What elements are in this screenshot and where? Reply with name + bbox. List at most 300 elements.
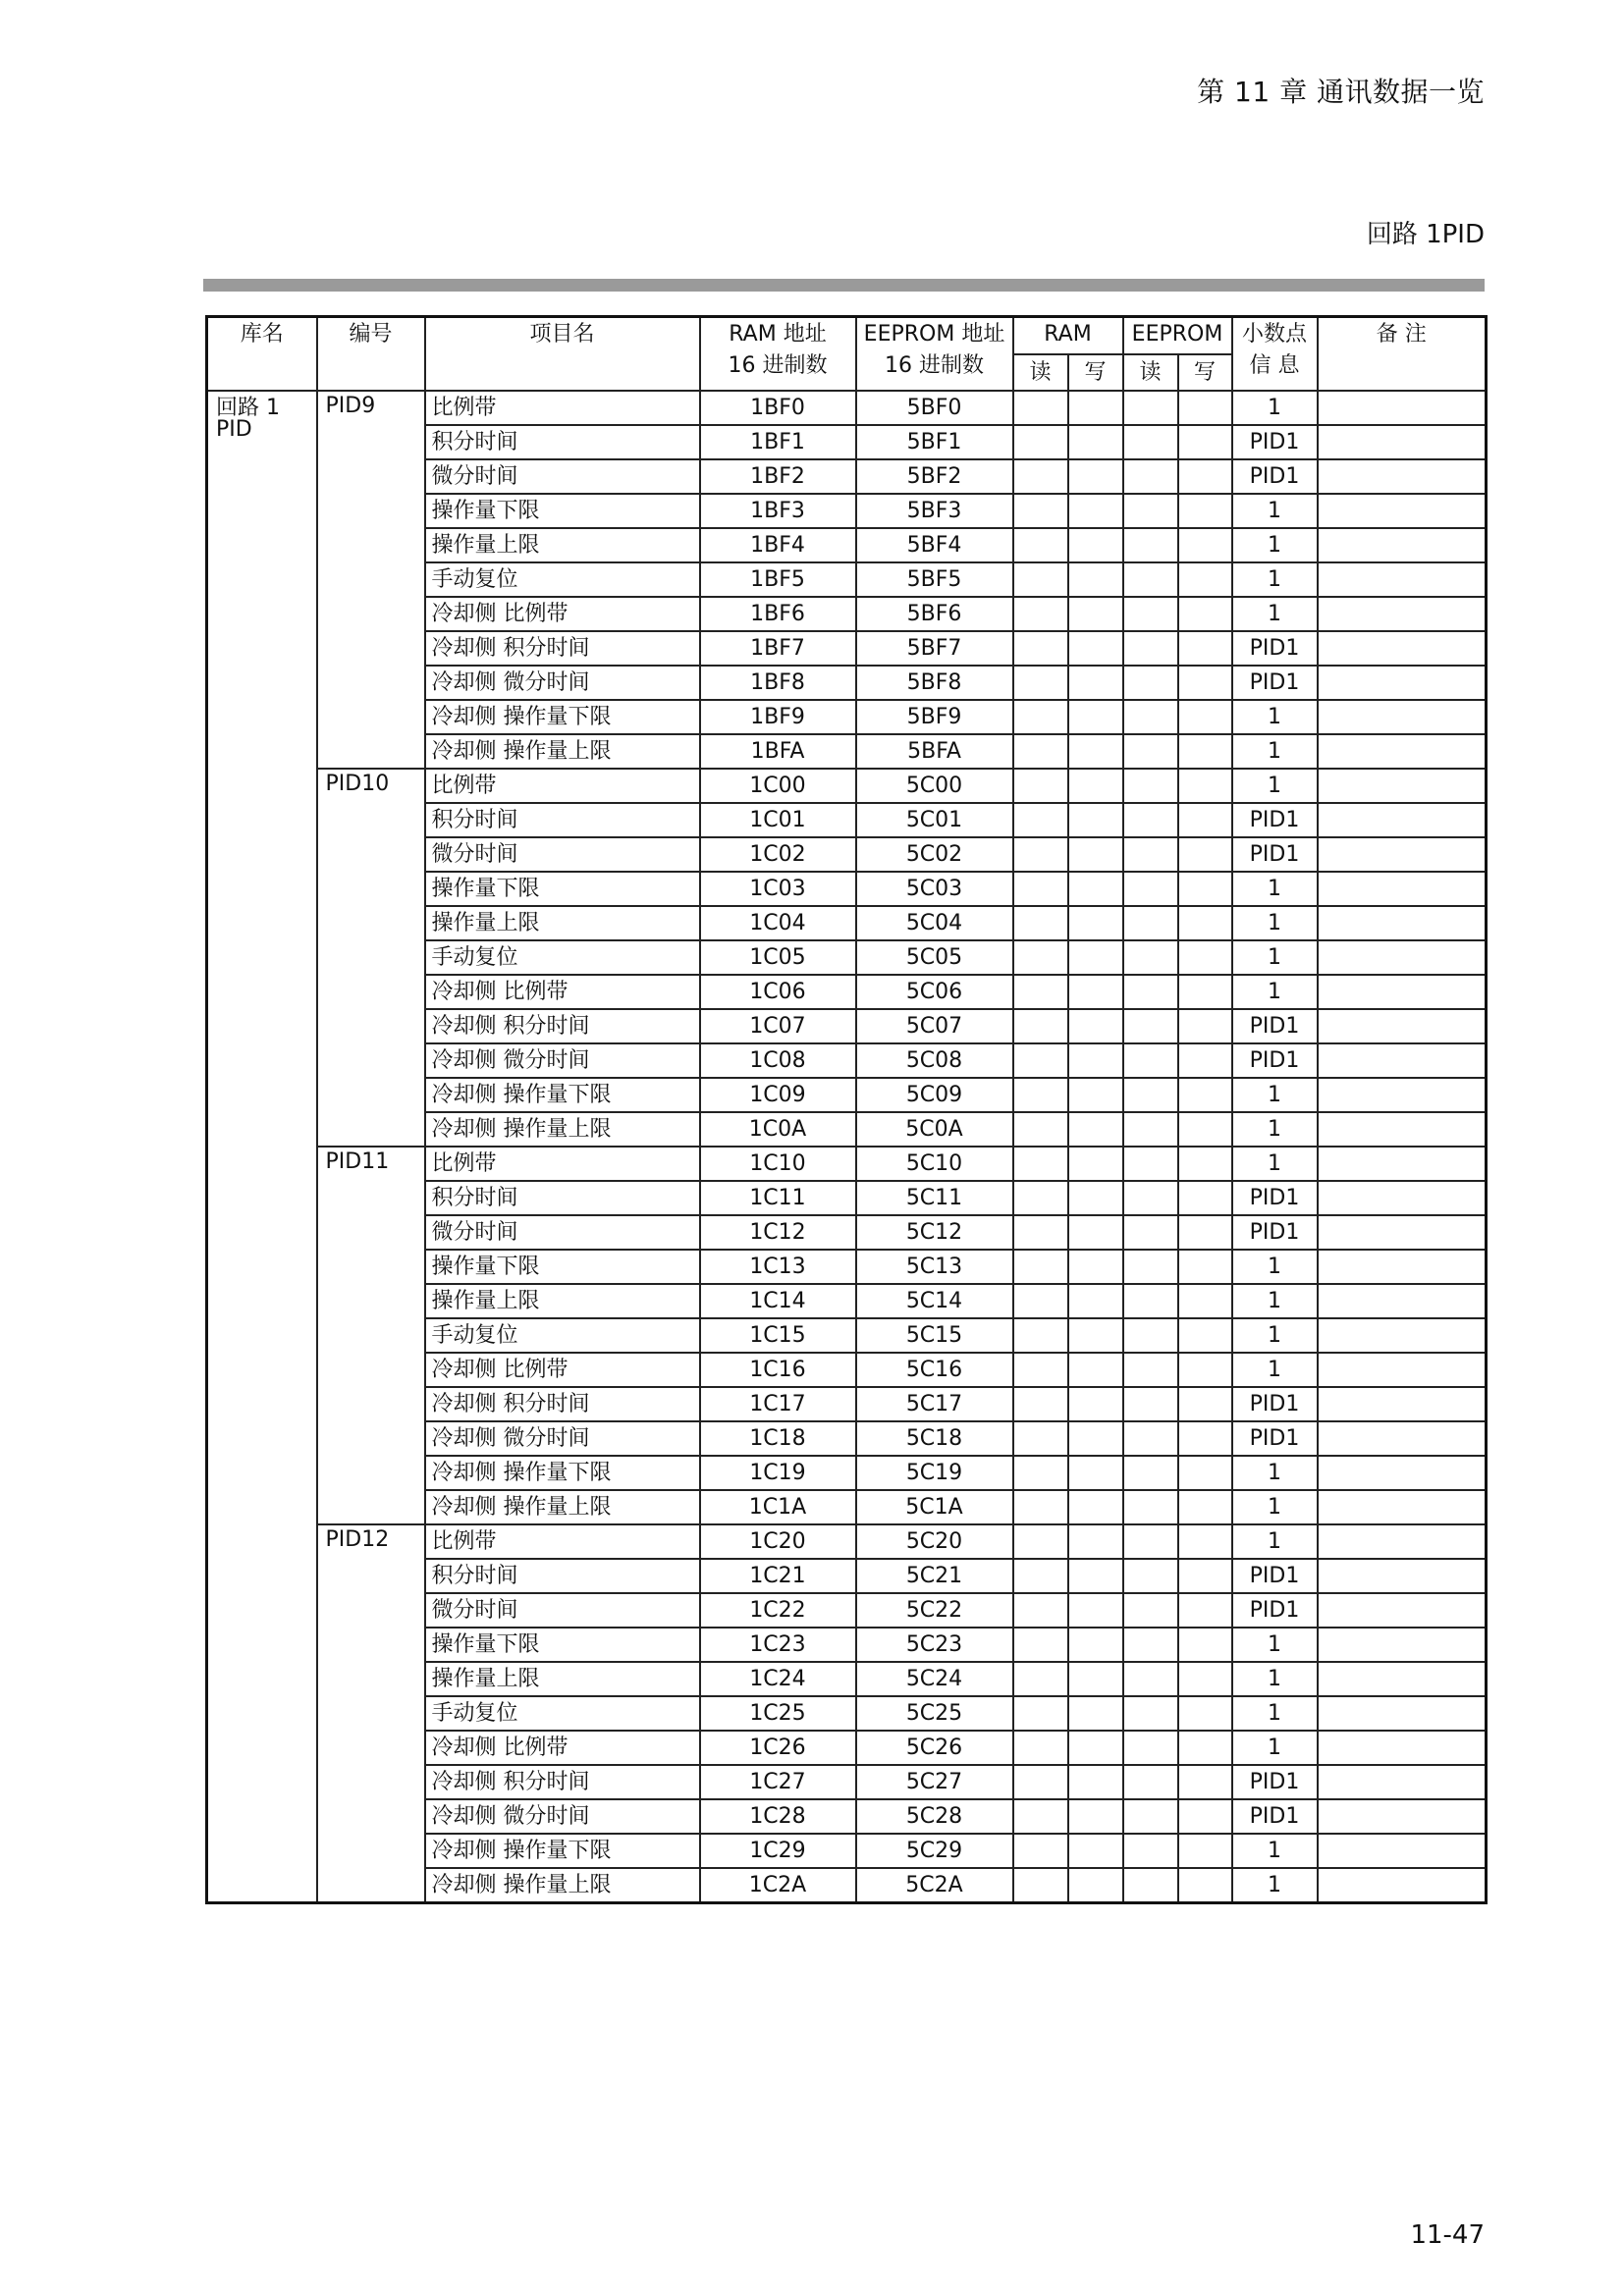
remark-cell <box>1318 1078 1487 1112</box>
eeprom-address-cell: 5C23 <box>856 1628 1013 1662</box>
ram-address-cell: 1C16 <box>700 1353 856 1387</box>
ram-write-cell <box>1068 562 1123 597</box>
ram-read-cell <box>1013 1147 1068 1181</box>
eeprom-write-cell <box>1178 803 1232 837</box>
page-number: 11-47 <box>1410 2220 1485 2250</box>
remark-cell <box>1318 459 1487 494</box>
eeprom-address-cell: 5C07 <box>856 1009 1013 1043</box>
ram-address-cell: 1C19 <box>700 1456 856 1490</box>
ram-write-cell <box>1068 1765 1123 1799</box>
eeprom-address-cell: 5C29 <box>856 1834 1013 1868</box>
decimal-info-cell: 1 <box>1232 769 1318 803</box>
library-name-line1: 回路 1 <box>216 396 280 420</box>
item-name-cell: 操作量下限 <box>425 494 700 528</box>
col-header-item-name: 项目名 <box>425 317 700 392</box>
eeprom-write-cell <box>1178 528 1232 562</box>
eeprom-address-cell: 5C12 <box>856 1215 1013 1250</box>
ram-address-cell: 1C27 <box>700 1765 856 1799</box>
ram-write-cell <box>1068 940 1123 975</box>
ram-write-cell <box>1068 1799 1123 1834</box>
decimal-info-cell: 1 <box>1232 1731 1318 1765</box>
remark-cell <box>1318 1318 1487 1353</box>
ram-write-cell <box>1068 872 1123 906</box>
eeprom-write-cell <box>1178 1387 1232 1421</box>
remark-cell <box>1318 1250 1487 1284</box>
eeprom-read-cell <box>1123 1628 1178 1662</box>
eeprom-write-cell <box>1178 391 1232 425</box>
eeprom-address-cell: 5C2A <box>856 1868 1013 1903</box>
ram-address-cell: 1BF5 <box>700 562 856 597</box>
ram-write-cell <box>1068 837 1123 872</box>
eeprom-read-cell <box>1123 700 1178 734</box>
item-name-cell: 冷却侧 积分时间 <box>425 1387 700 1421</box>
eeprom-address-cell: 5C14 <box>856 1284 1013 1318</box>
eeprom-read-cell <box>1123 906 1178 940</box>
eeprom-read-cell <box>1123 459 1178 494</box>
item-name-cell: 操作量下限 <box>425 1628 700 1662</box>
decimal-info-cell: 1 <box>1232 1078 1318 1112</box>
eeprom-write-cell <box>1178 1868 1232 1903</box>
decimal-info-cell: PID1 <box>1232 1559 1318 1593</box>
item-name-cell: 微分时间 <box>425 1215 700 1250</box>
eeprom-read-cell <box>1123 1318 1178 1353</box>
ram-address-cell: 1C11 <box>700 1181 856 1215</box>
decimal-info-cell: 1 <box>1232 1112 1318 1147</box>
group-number-cell: PID12 <box>317 1524 425 1903</box>
eeprom-address-cell: 5C18 <box>856 1421 1013 1456</box>
item-name-cell: 冷却侧 操作量下限 <box>425 1834 700 1868</box>
remark-cell <box>1318 975 1487 1009</box>
decimal-info-cell: 1 <box>1232 906 1318 940</box>
ram-read-cell <box>1013 597 1068 631</box>
ram-address-cell: 1C03 <box>700 872 856 906</box>
decimal-info-cell: PID1 <box>1232 1765 1318 1799</box>
group-number-cell: PID10 <box>317 769 425 1147</box>
eeprom-address-cell: 5C03 <box>856 872 1013 906</box>
decimal-info-cell: 1 <box>1232 562 1318 597</box>
remark-cell <box>1318 528 1487 562</box>
remark-cell <box>1318 1284 1487 1318</box>
item-name-cell: 冷却侧 微分时间 <box>425 1421 700 1456</box>
remark-cell <box>1318 666 1487 700</box>
ram-address-cell: 1C23 <box>700 1628 856 1662</box>
group-number-cell: PID9 <box>317 391 425 769</box>
library-name-line2: PID <box>216 417 252 442</box>
eeprom-address-cell: 5C1A <box>856 1490 1013 1524</box>
item-name-cell: 操作量下限 <box>425 872 700 906</box>
remark-cell <box>1318 1215 1487 1250</box>
item-name-cell: 微分时间 <box>425 1593 700 1628</box>
item-name-cell: 冷却侧 微分时间 <box>425 666 700 700</box>
ram-read-cell <box>1013 1456 1068 1490</box>
ram-address-cell: 1C13 <box>700 1250 856 1284</box>
eeprom-write-cell <box>1178 700 1232 734</box>
ram-write-cell <box>1068 1421 1123 1456</box>
eeprom-write-cell <box>1178 1731 1232 1765</box>
ram-write-cell <box>1068 1731 1123 1765</box>
eeprom-address-cell: 5C19 <box>856 1456 1013 1490</box>
remark-cell <box>1318 1524 1487 1559</box>
eeprom-address-cell: 5C0A <box>856 1112 1013 1147</box>
eeprom-address-cell: 5C08 <box>856 1043 1013 1078</box>
ram-read-cell <box>1013 459 1068 494</box>
eeprom-read-cell <box>1123 1868 1178 1903</box>
decimal-info-cell: 1 <box>1232 1456 1318 1490</box>
eeprom-address-cell: 5C06 <box>856 975 1013 1009</box>
eeprom-read-cell <box>1123 1250 1178 1284</box>
eeprom-read-cell <box>1123 734 1178 769</box>
eeprom-read-cell <box>1123 1593 1178 1628</box>
remark-cell <box>1318 1456 1487 1490</box>
remark-cell <box>1318 1834 1487 1868</box>
ram-read-cell <box>1013 700 1068 734</box>
col-header-ram-read: 读 <box>1013 354 1068 391</box>
ram-address-cell: 1C09 <box>700 1078 856 1112</box>
ram-write-cell <box>1068 1318 1123 1353</box>
remark-cell <box>1318 425 1487 459</box>
decimal-info-cell: PID1 <box>1232 666 1318 700</box>
ram-read-cell <box>1013 1215 1068 1250</box>
remark-cell <box>1318 1731 1487 1765</box>
table-row <box>207 1147 1487 1181</box>
ram-read-cell <box>1013 1078 1068 1112</box>
ram-write-cell <box>1068 975 1123 1009</box>
remark-cell <box>1318 872 1487 906</box>
decimal-info-cell: 1 <box>1232 1524 1318 1559</box>
ram-read-cell <box>1013 1043 1068 1078</box>
section-title: 回路 1PID <box>1366 220 1485 249</box>
ram-write-cell <box>1068 1353 1123 1387</box>
decimal-info-cell: 1 <box>1232 975 1318 1009</box>
eeprom-read-cell <box>1123 1834 1178 1868</box>
eeprom-write-cell <box>1178 975 1232 1009</box>
ram-address-cell: 1C01 <box>700 803 856 837</box>
decimal-info-cell: 1 <box>1232 940 1318 975</box>
ram-read-cell <box>1013 494 1068 528</box>
eeprom-write-cell <box>1178 1009 1232 1043</box>
remark-cell <box>1318 940 1487 975</box>
decimal-info-cell: PID1 <box>1232 1421 1318 1456</box>
eeprom-write-cell <box>1178 1421 1232 1456</box>
ram-write-cell <box>1068 391 1123 425</box>
decimal-info-cell: 1 <box>1232 1490 1318 1524</box>
item-name-cell: 冷却侧 微分时间 <box>425 1799 700 1834</box>
decimal-info-cell: PID1 <box>1232 1593 1318 1628</box>
table-body <box>207 391 1487 1903</box>
ram-write-cell <box>1068 1456 1123 1490</box>
eeprom-write-cell <box>1178 1181 1232 1215</box>
decimal-info-cell: PID1 <box>1232 1181 1318 1215</box>
remark-cell <box>1318 597 1487 631</box>
eeprom-read-cell <box>1123 975 1178 1009</box>
ram-write-cell <box>1068 1559 1123 1593</box>
eeprom-address-cell: 5C26 <box>856 1731 1013 1765</box>
eeprom-write-cell <box>1178 906 1232 940</box>
eeprom-write-cell <box>1178 1147 1232 1181</box>
ram-read-cell <box>1013 1628 1068 1662</box>
col-header-eeprom-address: EEPROM 地址 16 进制数 <box>856 317 1013 392</box>
item-name-cell: 冷却侧 操作量上限 <box>425 734 700 769</box>
ram-address-cell: 1C1A <box>700 1490 856 1524</box>
eeprom-read-cell <box>1123 1009 1178 1043</box>
col-header-eeprom: EEPROM <box>1123 317 1232 355</box>
remark-cell <box>1318 631 1487 666</box>
eeprom-write-cell <box>1178 837 1232 872</box>
remark-cell <box>1318 1765 1487 1799</box>
ram-address-cell: 1BF0 <box>700 391 856 425</box>
item-name-cell: 冷却侧 微分时间 <box>425 1043 700 1078</box>
eeprom-address-cell: 5C04 <box>856 906 1013 940</box>
ram-read-cell <box>1013 562 1068 597</box>
ram-address-cell: 1BFA <box>700 734 856 769</box>
ram-write-cell <box>1068 528 1123 562</box>
eeprom-read-cell <box>1123 837 1178 872</box>
eeprom-address-cell: 5C24 <box>856 1662 1013 1696</box>
item-name-cell: 操作量下限 <box>425 1250 700 1284</box>
ram-read-cell <box>1013 1250 1068 1284</box>
ram-address-cell: 1C29 <box>700 1834 856 1868</box>
ram-read-cell <box>1013 1559 1068 1593</box>
col-header-number: 编号 <box>317 317 425 392</box>
eeprom-read-cell <box>1123 1181 1178 1215</box>
item-name-cell: 手动复位 <box>425 1696 700 1731</box>
item-name-cell: 冷却侧 操作量上限 <box>425 1112 700 1147</box>
item-name-cell: 冷却侧 比例带 <box>425 1353 700 1387</box>
decimal-info-cell: PID1 <box>1232 425 1318 459</box>
col-header-eeprom-write: 写 <box>1178 354 1232 391</box>
remark-cell <box>1318 494 1487 528</box>
eeprom-read-cell <box>1123 562 1178 597</box>
eeprom-read-cell <box>1123 1490 1178 1524</box>
ram-read-cell <box>1013 1181 1068 1215</box>
decimal-info-cell: PID1 <box>1232 837 1318 872</box>
item-name-cell: 冷却侧 比例带 <box>425 975 700 1009</box>
eeprom-address-cell: 5C10 <box>856 1147 1013 1181</box>
eeprom-write-cell <box>1178 597 1232 631</box>
ram-write-cell <box>1068 425 1123 459</box>
eeprom-address-cell: 5BF0 <box>856 391 1013 425</box>
remark-cell <box>1318 803 1487 837</box>
ram-address-cell: 1C26 <box>700 1731 856 1765</box>
eeprom-address-cell: 5C25 <box>856 1696 1013 1731</box>
eeprom-write-cell <box>1178 1559 1232 1593</box>
col-header-decimal-info: 小数点 信 息 <box>1232 317 1318 392</box>
eeprom-write-cell <box>1178 940 1232 975</box>
ram-write-cell <box>1068 597 1123 631</box>
ram-read-cell <box>1013 1387 1068 1421</box>
item-name-cell: 冷却侧 比例带 <box>425 1731 700 1765</box>
ram-write-cell <box>1068 1181 1123 1215</box>
ram-read-cell <box>1013 1490 1068 1524</box>
ram-address-cell: 1C04 <box>700 906 856 940</box>
header-divider-bar <box>203 279 1485 292</box>
decimal-info-cell: 1 <box>1232 1284 1318 1318</box>
ram-read-cell <box>1013 975 1068 1009</box>
eeprom-address-cell: 5C05 <box>856 940 1013 975</box>
decimal-info-cell: 1 <box>1232 1318 1318 1353</box>
eeprom-address-cell: 5C13 <box>856 1250 1013 1284</box>
ram-address-cell: 1C12 <box>700 1215 856 1250</box>
ram-write-cell <box>1068 1593 1123 1628</box>
ram-read-cell <box>1013 769 1068 803</box>
eeprom-write-cell <box>1178 1215 1232 1250</box>
eeprom-read-cell <box>1123 872 1178 906</box>
item-name-cell: 操作量上限 <box>425 906 700 940</box>
eeprom-read-cell <box>1123 666 1178 700</box>
group-number-cell: PID11 <box>317 1147 425 1524</box>
remark-cell <box>1318 1868 1487 1903</box>
ram-read-cell <box>1013 1662 1068 1696</box>
col-header-eeprom-read: 读 <box>1123 354 1178 391</box>
eeprom-address-cell: 5C01 <box>856 803 1013 837</box>
ram-read-cell <box>1013 391 1068 425</box>
ram-read-cell <box>1013 528 1068 562</box>
ram-write-cell <box>1068 1628 1123 1662</box>
item-name-cell: 微分时间 <box>425 459 700 494</box>
remark-cell <box>1318 1628 1487 1662</box>
eeprom-address-cell: 5C09 <box>856 1078 1013 1112</box>
eeprom-read-cell <box>1123 1215 1178 1250</box>
eeprom-address-cell: 5BFA <box>856 734 1013 769</box>
eeprom-write-cell <box>1178 1250 1232 1284</box>
eeprom-read-cell <box>1123 494 1178 528</box>
decimal-info-cell: PID1 <box>1232 459 1318 494</box>
ram-address-cell: 1BF8 <box>700 666 856 700</box>
item-name-cell: 冷却侧 积分时间 <box>425 1765 700 1799</box>
ram-write-cell <box>1068 459 1123 494</box>
eeprom-read-cell <box>1123 1284 1178 1318</box>
eeprom-read-cell <box>1123 1147 1178 1181</box>
ram-read-cell <box>1013 425 1068 459</box>
ram-write-cell <box>1068 906 1123 940</box>
ram-read-cell <box>1013 1009 1068 1043</box>
eeprom-read-cell <box>1123 940 1178 975</box>
ram-address-cell: 1C0A <box>700 1112 856 1147</box>
ram-read-cell <box>1013 1868 1068 1903</box>
eeprom-address-cell: 5C02 <box>856 837 1013 872</box>
eeprom-write-cell <box>1178 1628 1232 1662</box>
eeprom-write-cell <box>1178 1284 1232 1318</box>
col-header-remark: 备 注 <box>1318 317 1487 392</box>
eeprom-address-cell: 5C22 <box>856 1593 1013 1628</box>
ram-write-cell <box>1068 700 1123 734</box>
item-name-cell: 比例带 <box>425 391 700 425</box>
ram-read-cell <box>1013 734 1068 769</box>
remark-cell <box>1318 700 1487 734</box>
ram-write-cell <box>1068 1490 1123 1524</box>
eeprom-read-cell <box>1123 391 1178 425</box>
item-name-cell: 冷却侧 操作量下限 <box>425 1078 700 1112</box>
eeprom-address-cell: 5BF4 <box>856 528 1013 562</box>
decimal-info-cell: PID1 <box>1232 1799 1318 1834</box>
ram-read-cell <box>1013 1799 1068 1834</box>
item-name-cell: 微分时间 <box>425 837 700 872</box>
eeprom-write-cell <box>1178 1318 1232 1353</box>
decimal-info-cell: PID1 <box>1232 803 1318 837</box>
eeprom-address-cell: 5C27 <box>856 1765 1013 1799</box>
ram-write-cell <box>1068 1524 1123 1559</box>
remark-cell <box>1318 1147 1487 1181</box>
eeprom-write-cell <box>1178 1662 1232 1696</box>
remark-cell <box>1318 1662 1487 1696</box>
decimal-info-cell: PID1 <box>1232 1043 1318 1078</box>
ram-read-cell <box>1013 1765 1068 1799</box>
ram-read-cell <box>1013 1284 1068 1318</box>
eeprom-write-cell <box>1178 872 1232 906</box>
ram-read-cell <box>1013 1318 1068 1353</box>
item-name-cell: 比例带 <box>425 1524 700 1559</box>
decimal-info-cell: 1 <box>1232 391 1318 425</box>
decimal-info-cell: 1 <box>1232 597 1318 631</box>
eeprom-read-cell <box>1123 769 1178 803</box>
eeprom-write-cell <box>1178 1353 1232 1387</box>
col-header-ram-address: RAM 地址 16 进制数 <box>700 317 856 392</box>
ram-write-cell <box>1068 1696 1123 1731</box>
eeprom-write-cell <box>1178 734 1232 769</box>
remark-cell <box>1318 1112 1487 1147</box>
eeprom-address-cell: 5C21 <box>856 1559 1013 1593</box>
col-header-library: 库名 <box>207 317 317 392</box>
item-name-cell: 手动复位 <box>425 940 700 975</box>
ram-read-cell <box>1013 666 1068 700</box>
item-name-cell: 手动复位 <box>425 1318 700 1353</box>
eeprom-read-cell <box>1123 1353 1178 1387</box>
ram-address-cell: 1BF9 <box>700 700 856 734</box>
eeprom-write-cell <box>1178 494 1232 528</box>
eeprom-read-cell <box>1123 1662 1178 1696</box>
table-row <box>207 1524 1487 1559</box>
eeprom-address-cell: 5BF6 <box>856 597 1013 631</box>
eeprom-read-cell <box>1123 1421 1178 1456</box>
eeprom-read-cell <box>1123 1456 1178 1490</box>
eeprom-write-cell <box>1178 1765 1232 1799</box>
eeprom-read-cell <box>1123 1765 1178 1799</box>
eeprom-write-cell <box>1178 1593 1232 1628</box>
decimal-info-cell: 1 <box>1232 1353 1318 1387</box>
decimal-info-cell: 1 <box>1232 1628 1318 1662</box>
ram-write-cell <box>1068 803 1123 837</box>
ram-address-cell: 1C21 <box>700 1559 856 1593</box>
eeprom-read-cell <box>1123 528 1178 562</box>
remark-cell <box>1318 1181 1487 1215</box>
eeprom-address-cell: 5BF3 <box>856 494 1013 528</box>
ram-write-cell <box>1068 1043 1123 1078</box>
eeprom-read-cell <box>1123 1078 1178 1112</box>
eeprom-read-cell <box>1123 803 1178 837</box>
decimal-info-cell: PID1 <box>1232 1215 1318 1250</box>
item-name-cell: 操作量上限 <box>425 1284 700 1318</box>
eeprom-read-cell <box>1123 1731 1178 1765</box>
item-name-cell: 操作量上限 <box>425 1662 700 1696</box>
remark-cell <box>1318 1009 1487 1043</box>
remark-cell <box>1318 769 1487 803</box>
ram-write-cell <box>1068 734 1123 769</box>
ram-read-cell <box>1013 1353 1068 1387</box>
ram-address-cell: 1C17 <box>700 1387 856 1421</box>
decimal-info-cell: 1 <box>1232 872 1318 906</box>
item-name-cell: 冷却侧 积分时间 <box>425 1009 700 1043</box>
ram-address-cell: 1C24 <box>700 1662 856 1696</box>
eeprom-write-cell <box>1178 1834 1232 1868</box>
ram-write-cell <box>1068 1009 1123 1043</box>
ram-write-cell <box>1068 666 1123 700</box>
ram-write-cell <box>1068 1112 1123 1147</box>
ram-address-cell: 1C10 <box>700 1147 856 1181</box>
ram-read-cell <box>1013 940 1068 975</box>
eeprom-read-cell <box>1123 1799 1178 1834</box>
ram-write-cell <box>1068 769 1123 803</box>
ram-read-cell <box>1013 1593 1068 1628</box>
